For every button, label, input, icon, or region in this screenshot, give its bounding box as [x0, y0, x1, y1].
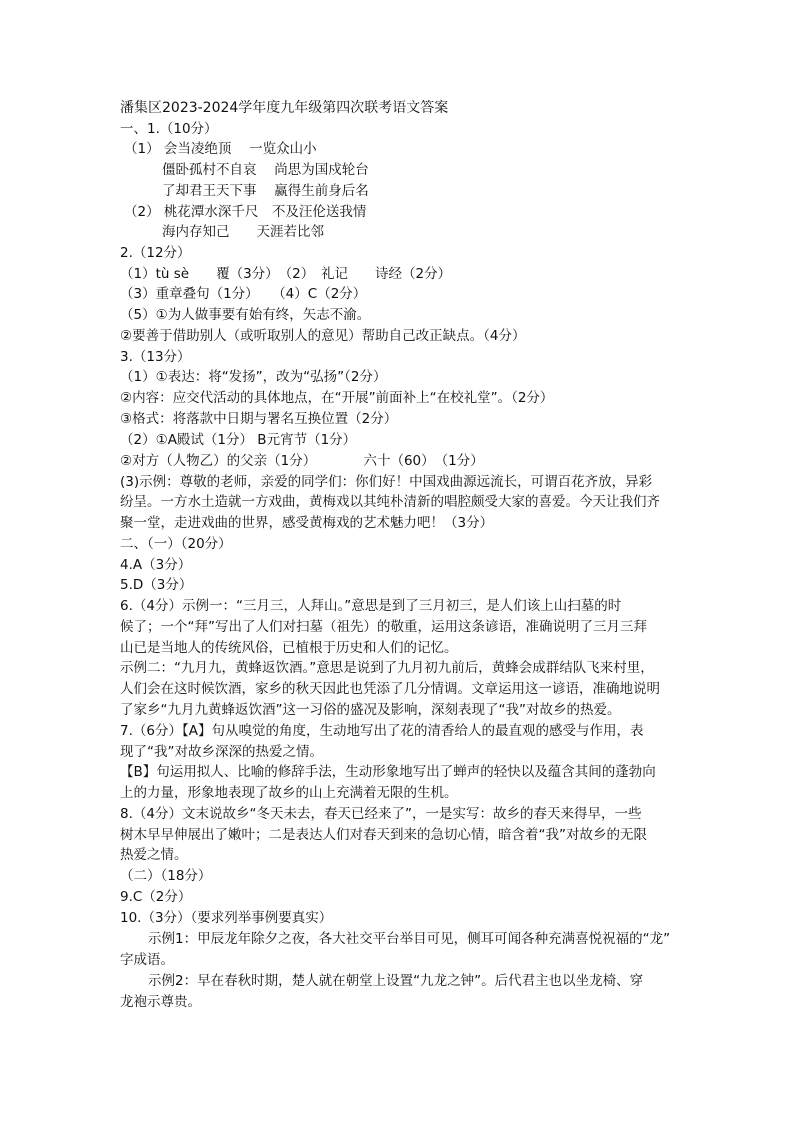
text-line: 字成语。: [120, 952, 174, 968]
text-line: 8.（4分）文末说故乡“冬天未去，春天已经来了”，一是实写：故乡的春天来得早，一些: [120, 806, 642, 822]
text-line: (3)示例：尊敬的老师，亲爱的同学们：你们好！中国戏曲源远流长，可谓百花齐放，异彩: [120, 474, 653, 490]
text-line: （2）①A殿试（1分） B元宵节（1分）: [120, 432, 357, 448]
text-line: 示例1：甲辰龙年除夕之夜，各大社交平台举目可见，侧耳可闻各种充满喜悦祝福的“龙”: [148, 931, 671, 947]
text-line: （2） 桃花潭水深千尺 不及汪伦送我情: [124, 204, 367, 220]
text-line: 10.（3分）（要求列举事例要真实）: [120, 910, 333, 926]
text-line: 聚一堂，走进戏曲的世界，感受黄梅戏的艺术魅力吧！（3分）: [120, 515, 494, 531]
text-line: 4.A（3分）: [120, 557, 192, 573]
text-line: 龙袍示尊贵。: [120, 994, 201, 1010]
text-line: 3.（13分）: [120, 349, 191, 365]
text-line: （二）（18分）: [120, 868, 212, 884]
text-line: （1） 会当凌绝顶 一览众山小: [124, 141, 317, 157]
text-line: （1）tù sè 覆（3分） （2） 礼记 诗经（2分）: [120, 266, 452, 282]
text-line: 2.（12分）: [120, 245, 191, 261]
text-line: 海内存知己 天涯若比邻: [162, 224, 324, 240]
text-line: 上的力量，形象地表现了故乡的山上充满着无限的生机。: [120, 785, 458, 801]
text-line: 树木早早伸展出了嫩叶；二是表达人们对春天到来的急切心情，暗含着“我”对故乡的无限: [120, 827, 647, 843]
text-line: （1）①表达：将“发扬”，改为“弘扬”（2分）: [120, 369, 387, 385]
text-line: ②对方（人物乙）的父亲（1分） 六十（60） （1分）: [120, 453, 484, 469]
text-line: （5）①为人做事要有始有终，矢志不渝。: [120, 307, 371, 323]
text-line: 热爱之情。: [120, 847, 188, 863]
text-line: 7.（6分）【A】句从嗅觉的角度，生动地写出了花的清香给人的最直观的感受与作用，表: [120, 723, 644, 739]
text-line: （3）重章叠句（1分） （4）C（2分）: [120, 286, 367, 302]
text-line: 人们会在这时候饮酒，家乡的秋天因此也凭添了几分情调。文章运用这一谚语，准确地说明: [120, 681, 660, 697]
text-line: ③格式：将落款中日期与署名互换位置（2分）: [120, 411, 398, 427]
text-line: 【B】句运用拟人、比喻的修辞手法，生动形象地写出了蝉声的轻快以及蕴含其间的蓬勃向: [120, 764, 656, 780]
text-line: 二、（一）（20分）: [120, 536, 232, 552]
text-line: 了家乡“九月九黄蜂返饮酒”这一习俗的盛况及影响，深刻表现了“我”对故乡的热爱。: [120, 702, 621, 718]
text-line: 山已是当地人的传统风俗，已植根于历史和人们的记忆。: [120, 640, 458, 656]
text-line: 9.C（2分）: [120, 889, 192, 905]
document-title: 潘集区2023-2024学年度九年级第四次联考语文答案: [120, 100, 449, 116]
text-line: 示例2：早在春秋时期，楚人就在朝堂上设置“九龙之钟”。后代君主也以坐龙椅、穿: [148, 973, 644, 989]
text-line: ②要善于借助别人（或听取别人的意见）帮助自己改正缺点。（4分）: [120, 328, 526, 344]
text-line: 僵卧孤村不自哀 尚思为国戍轮台: [162, 162, 369, 178]
text-line: 候了；一个“拜”写出了人们对扫墓（祖先）的敬重，运用这条谚语，准确说明了三月三拜: [120, 619, 647, 635]
text-line: 了却君王天下事 赢得生前身后名: [162, 183, 369, 199]
text-line: 现了“我”对故乡深深的热爱之情。: [120, 744, 323, 760]
text-line: 示例二：“九月九，黄蜂返饮酒。”意思是说到了九月初九前后，黄蜂会成群结队飞来村里，: [120, 660, 654, 676]
text-line: ②内容：应交代活动的具体地点，在“开展”前面补上“在校礼堂”。（2分）: [120, 390, 554, 406]
text-line: 5.D（3分）: [120, 577, 193, 593]
text-line: 6.（4分）示例一：“三月三，人拜山。”意思是到了三月初三，是人们该上山扫墓的时: [120, 598, 622, 614]
text-line: 一、1.（10分）: [120, 121, 218, 137]
text-line: 纷呈。一方水土造就一方戏曲，黄梅戏以其纯朴清新的唱腔颇受大家的喜爱。今天让我们齐: [120, 494, 660, 510]
